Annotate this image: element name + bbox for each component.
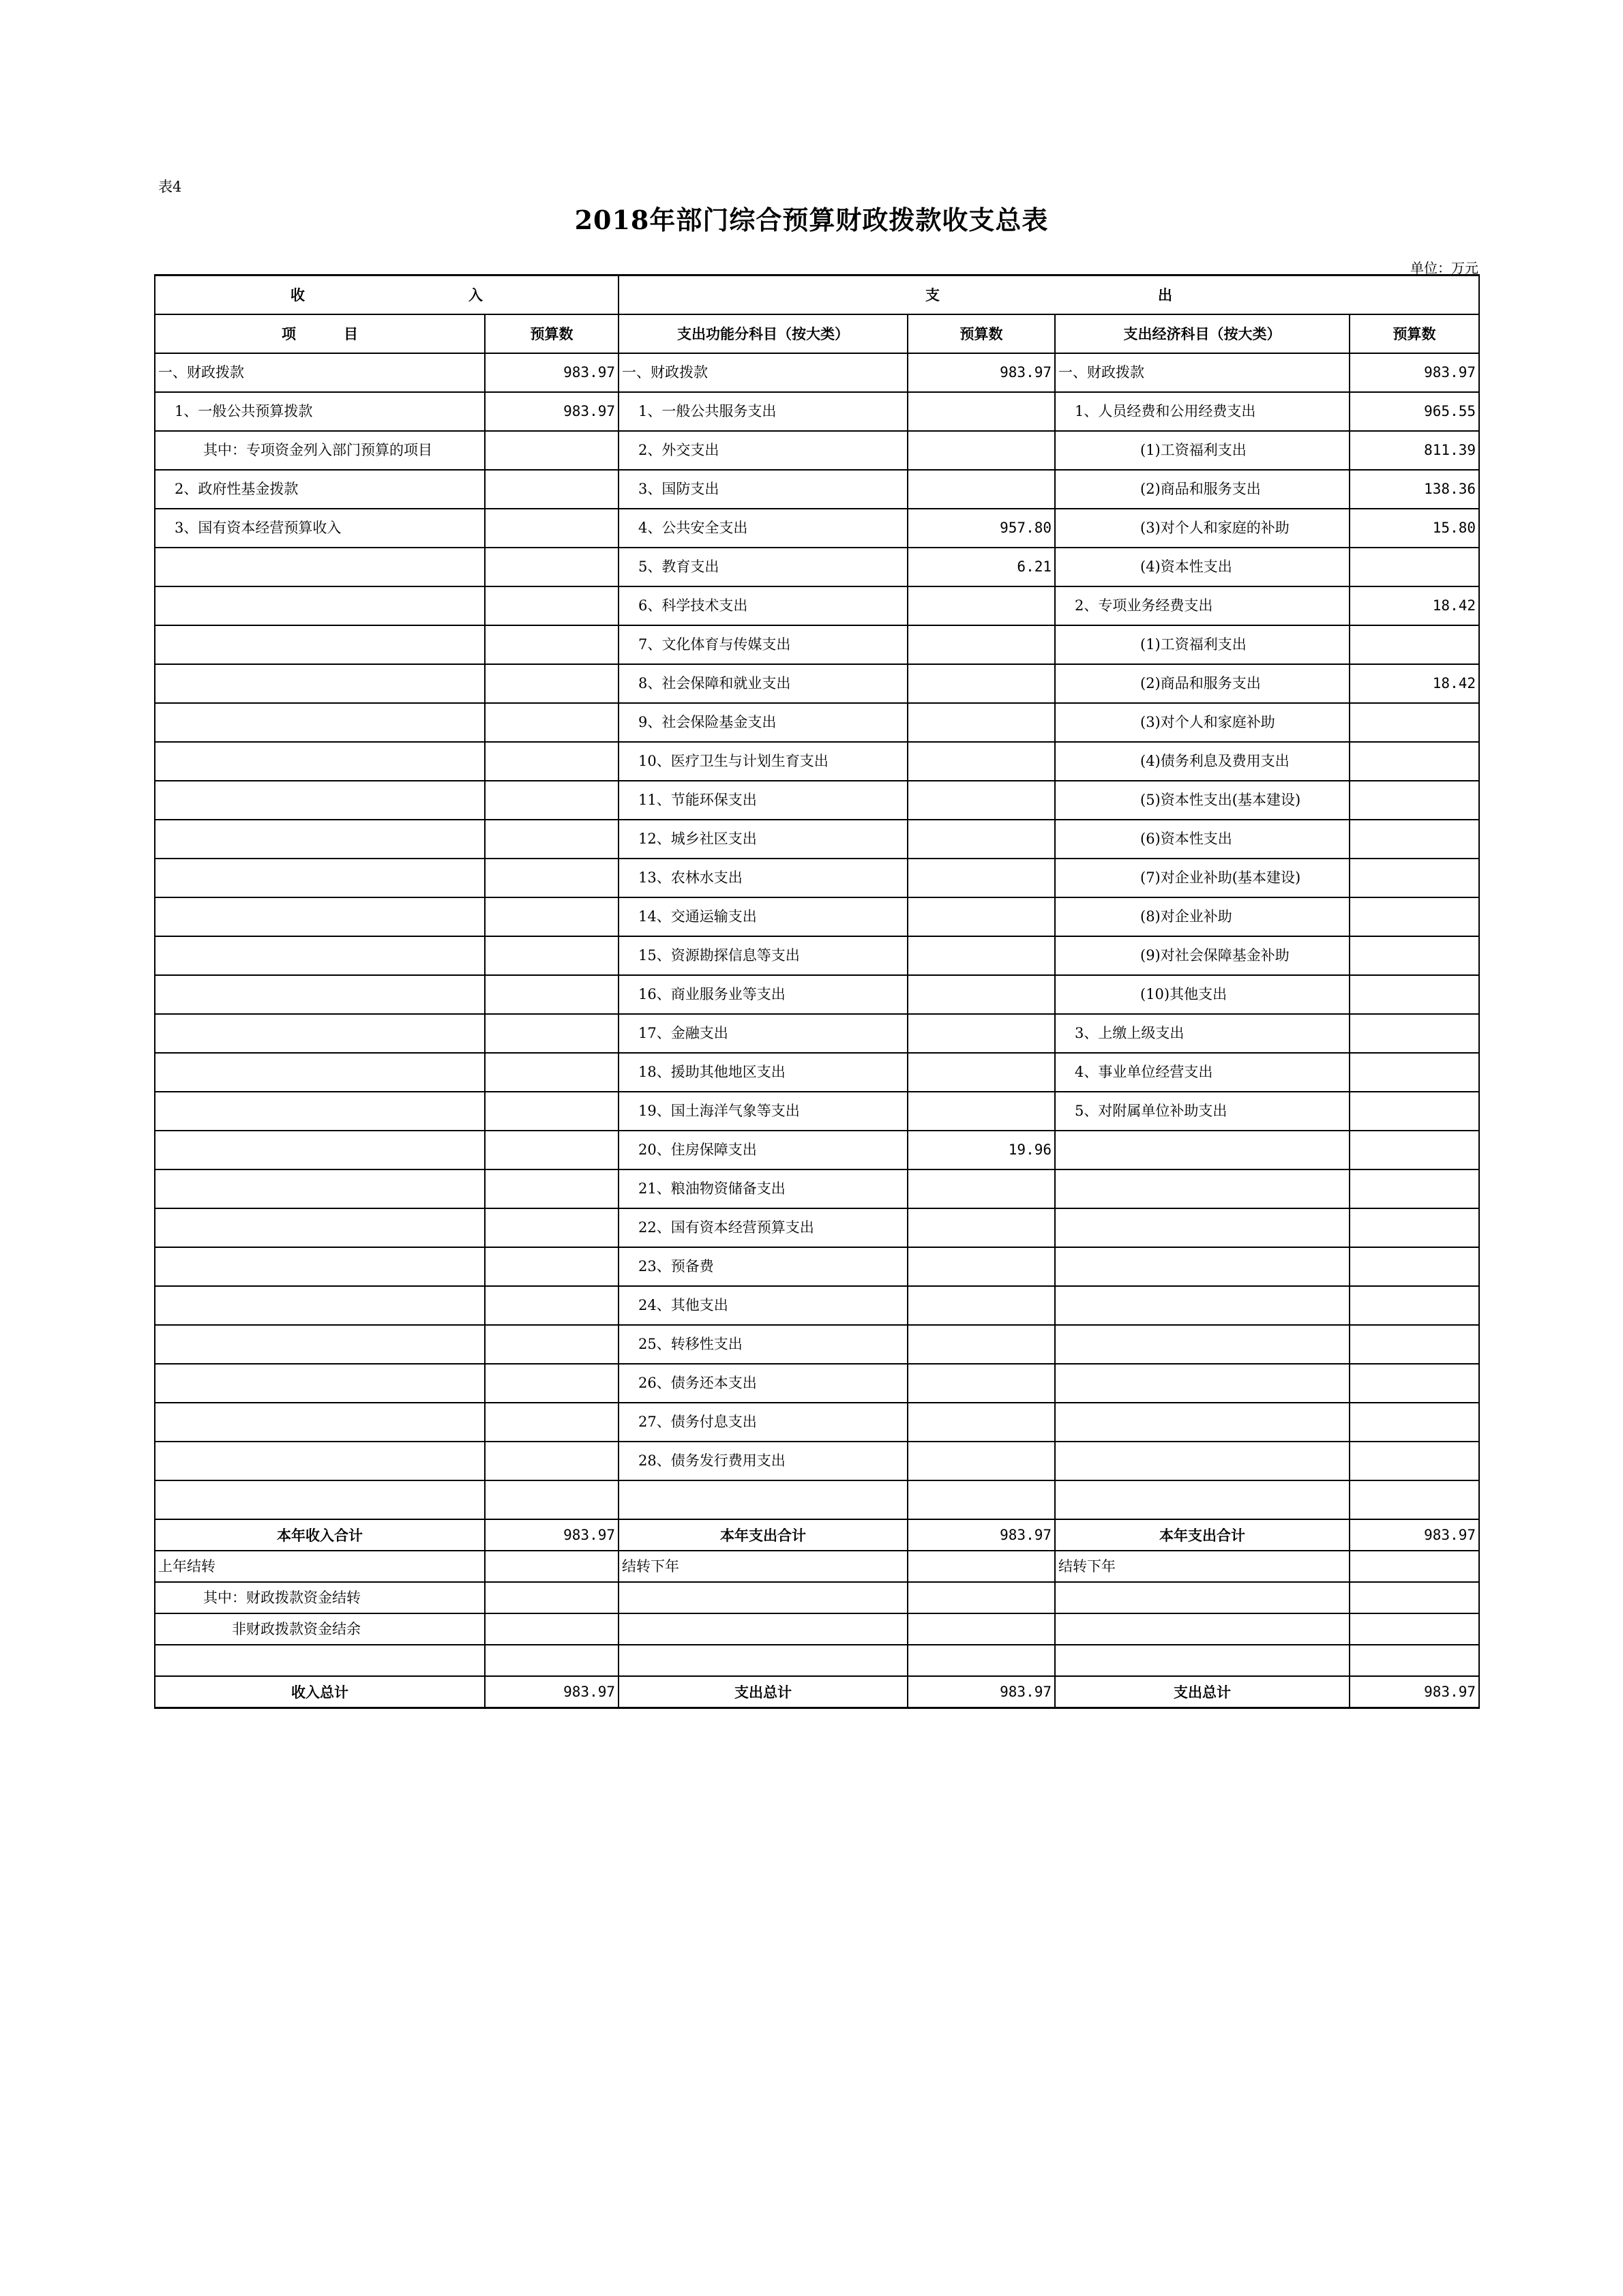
income-budget-cell <box>485 664 619 703</box>
econ-item-cell: 1、人员经费和公用经费支出 <box>1055 392 1350 431</box>
income-item-cell <box>155 1364 485 1403</box>
table-row <box>155 1247 1479 1286</box>
econ-item-cell: (10)其他支出 <box>1055 975 1350 1014</box>
carry-econ-value <box>1350 1582 1479 1613</box>
income-budget-cell <box>485 1053 619 1092</box>
income-item-cell <box>155 1325 485 1364</box>
table-row <box>155 1364 1479 1403</box>
func-item-cell: 5、教育支出 <box>619 548 908 586</box>
income-section-header <box>155 275 619 315</box>
econ-budget-cell: 811.39 <box>1350 431 1479 470</box>
func-item-cell: 25、转移性支出 <box>619 1325 908 1364</box>
carry-econ-value <box>1350 1613 1479 1645</box>
econ-item-cell: 4、事业单位经营支出 <box>1055 1053 1350 1092</box>
func-item-cell: 7、文化体育与传媒支出 <box>619 625 908 664</box>
func-item-cell: 19、国土海洋气象等支出 <box>619 1092 908 1131</box>
carry-func-cell <box>619 1645 908 1676</box>
income-budget-cell: 983.97 <box>485 353 619 392</box>
func-item-cell: 13、农林水支出 <box>619 859 908 897</box>
func-budget-cell <box>908 625 1055 664</box>
func-total-label: 支出总计 <box>619 1676 908 1708</box>
carry-income-cell: 上年结转 <box>155 1551 485 1582</box>
table-row <box>155 353 1479 392</box>
carry-econ-value <box>1350 1645 1479 1676</box>
econ-item-cell: (6)资本性支出 <box>1055 820 1350 859</box>
func-item-cell: 20、住房保障支出 <box>619 1131 908 1169</box>
econ-budget-cell: 15.80 <box>1350 509 1479 548</box>
income-budget-cell <box>485 703 619 742</box>
income-item-cell: 3、国有资本经营预算收入 <box>155 509 485 548</box>
table-row <box>155 1286 1479 1325</box>
carry-econ-cell: 结转下年 <box>1055 1551 1350 1582</box>
income-budget-cell <box>485 897 619 936</box>
table-row <box>155 509 1479 548</box>
income-header-char2: 入 <box>468 286 483 303</box>
econ-item-cell: (7)对企业补助(基本建设) <box>1055 859 1350 897</box>
econ-budget-cell: 18.42 <box>1350 664 1479 703</box>
func-item-cell: 27、债务付息支出 <box>619 1403 908 1442</box>
income-item-cell <box>155 664 485 703</box>
table-row <box>155 1442 1479 1480</box>
table-row <box>155 742 1479 781</box>
econ-item-cell <box>1055 1364 1350 1403</box>
expense-header-char2: 出 <box>1158 286 1172 303</box>
table-row <box>155 1092 1479 1131</box>
col-header-econ: 支出经济科目（按大类） <box>1055 314 1350 353</box>
econ-budget-cell <box>1350 1247 1479 1286</box>
income-item-cell <box>155 548 485 586</box>
func-item-cell <box>619 1480 908 1519</box>
income-budget-cell <box>485 820 619 859</box>
func-budget-cell <box>908 470 1055 509</box>
econ-budget-cell <box>1350 1480 1479 1519</box>
econ-item-cell <box>1055 1247 1350 1286</box>
header-row-columns <box>155 314 1479 353</box>
table-row <box>155 664 1479 703</box>
econ-item-cell <box>1055 1442 1350 1480</box>
econ-budget-cell <box>1350 1364 1479 1403</box>
income-item-cell: 1、一般公共预算拨款 <box>155 392 485 431</box>
func-sum-value: 983.97 <box>908 1519 1055 1551</box>
econ-item-cell <box>1055 1286 1350 1325</box>
econ-item-cell: 5、对附属单位补助支出 <box>1055 1092 1350 1131</box>
table-row <box>155 1325 1479 1364</box>
income-item-cell: 2、政府性基金拨款 <box>155 470 485 509</box>
func-item-cell: 23、预备费 <box>619 1247 908 1286</box>
header-row-sections <box>155 275 1479 315</box>
income-budget-cell <box>485 1286 619 1325</box>
col-header-func-budget: 预算数 <box>908 314 1055 353</box>
table-row <box>155 1014 1479 1053</box>
func-budget-cell <box>908 703 1055 742</box>
func-budget-cell <box>908 1247 1055 1286</box>
income-item-cell <box>155 625 485 664</box>
func-item-cell: 15、资源勘探信息等支出 <box>619 936 908 975</box>
func-budget-cell <box>908 936 1055 975</box>
col-header-func: 支出功能分科目（按大类） <box>619 314 908 353</box>
income-item-cell <box>155 936 485 975</box>
income-item-cell <box>155 1247 485 1286</box>
income-budget-cell <box>485 975 619 1014</box>
table-row <box>155 1480 1479 1519</box>
income-budget-cell <box>485 431 619 470</box>
econ-item-cell: 2、专项业务经费支出 <box>1055 586 1350 625</box>
income-budget-cell <box>485 586 619 625</box>
func-budget-cell <box>908 664 1055 703</box>
expense-header-char1: 支 <box>925 286 940 303</box>
income-item-cell <box>155 781 485 820</box>
func-budget-cell <box>908 975 1055 1014</box>
econ-item-cell: (4)资本性支出 <box>1055 548 1350 586</box>
econ-budget-cell <box>1350 1325 1479 1364</box>
income-item-cell <box>155 1403 485 1442</box>
col-item-char1: 项 <box>282 325 296 342</box>
income-budget-cell <box>485 1014 619 1053</box>
col-item-char2: 目 <box>344 325 358 342</box>
econ-item-cell: (1)工资福利支出 <box>1055 431 1350 470</box>
unit-label: 单位：万元 <box>1410 260 1478 276</box>
func-item-cell: 24、其他支出 <box>619 1286 908 1325</box>
income-budget-cell <box>485 1442 619 1480</box>
func-item-cell: 11、节能环保支出 <box>619 781 908 820</box>
func-item-cell: 21、粮油物资储备支出 <box>619 1169 908 1208</box>
table-row <box>155 392 1479 431</box>
econ-budget-cell <box>1350 781 1479 820</box>
econ-item-cell <box>1055 1131 1350 1169</box>
income-item-cell <box>155 897 485 936</box>
income-budget-cell <box>485 859 619 897</box>
econ-item-cell: (5)资本性支出(基本建设) <box>1055 781 1350 820</box>
col-header-econ-budget: 预算数 <box>1350 314 1479 353</box>
carry-income-cell: 非财政拨款资金结余 <box>155 1613 485 1645</box>
income-item-cell <box>155 1208 485 1247</box>
func-budget-cell: 19.96 <box>908 1131 1055 1169</box>
econ-budget-cell <box>1350 1208 1479 1247</box>
func-budget-cell <box>908 1014 1055 1053</box>
income-sum-label: 本年收入合计 <box>155 1519 485 1551</box>
func-item-cell: 2、外交支出 <box>619 431 908 470</box>
income-budget-cell <box>485 936 619 975</box>
table-row <box>155 781 1479 820</box>
expense-section-header <box>619 275 1479 315</box>
income-item-cell <box>155 1053 485 1092</box>
econ-budget-cell <box>1350 1403 1479 1442</box>
econ-budget-cell <box>1350 859 1479 897</box>
econ-item-cell: (2)商品和服务支出 <box>1055 470 1350 509</box>
econ-item-cell: (4)债务利息及费用支出 <box>1055 742 1350 781</box>
econ-budget-cell <box>1350 897 1479 936</box>
econ-item-cell: (8)对企业补助 <box>1055 897 1350 936</box>
func-budget-cell <box>908 1480 1055 1519</box>
income-budget-cell <box>485 742 619 781</box>
econ-item-cell: (9)对社会保障基金补助 <box>1055 936 1350 975</box>
income-budget-cell <box>485 1480 619 1519</box>
econ-item-cell: (1)工资福利支出 <box>1055 625 1350 664</box>
table-row <box>155 1169 1479 1208</box>
income-item-cell <box>155 1169 485 1208</box>
table-row <box>155 1053 1479 1092</box>
table-row <box>155 703 1479 742</box>
carry-func-value <box>908 1645 1055 1676</box>
func-item-cell: 9、社会保险基金支出 <box>619 703 908 742</box>
func-budget-cell <box>908 1053 1055 1092</box>
income-total-value: 983.97 <box>485 1676 619 1708</box>
table-row <box>155 1131 1479 1169</box>
table-number: 表4 <box>158 179 182 195</box>
func-budget-cell <box>908 1092 1055 1131</box>
econ-item-cell <box>1055 1169 1350 1208</box>
func-budget-cell <box>908 742 1055 781</box>
table-row <box>155 859 1479 897</box>
income-header-char1: 收 <box>291 286 305 303</box>
income-item-cell <box>155 820 485 859</box>
income-sum-value: 983.97 <box>485 1519 619 1551</box>
func-budget-cell <box>908 1208 1055 1247</box>
func-budget-cell <box>908 1364 1055 1403</box>
econ-budget-cell <box>1350 742 1479 781</box>
page-title: 2018年部门综合预算财政拨款收支总表 <box>574 205 1049 235</box>
econ-total-label: 支出总计 <box>1055 1676 1350 1708</box>
func-item-cell: 14、交通运输支出 <box>619 897 908 936</box>
econ-budget-cell <box>1350 625 1479 664</box>
col-header-income-budget: 预算数 <box>485 314 619 353</box>
income-budget-cell <box>485 1364 619 1403</box>
annual-sum-row <box>155 1519 1479 1551</box>
carry-row <box>155 1645 1479 1676</box>
income-budget-cell <box>485 1092 619 1131</box>
econ-budget-cell <box>1350 1169 1479 1208</box>
income-item-cell <box>155 859 485 897</box>
table-row <box>155 897 1479 936</box>
carry-income-cell <box>155 1645 485 1676</box>
econ-item-cell: (3)对个人和家庭补助 <box>1055 703 1350 742</box>
func-item-cell: 6、科学技术支出 <box>619 586 908 625</box>
income-budget-cell <box>485 1131 619 1169</box>
func-budget-cell <box>908 1403 1055 1442</box>
econ-item-cell <box>1055 1480 1350 1519</box>
func-budget-cell <box>908 1286 1055 1325</box>
func-budget-cell <box>908 431 1055 470</box>
func-budget-cell <box>908 1325 1055 1364</box>
econ-budget-cell: 18.42 <box>1350 586 1479 625</box>
budget-table <box>154 274 1480 1709</box>
func-budget-cell <box>908 820 1055 859</box>
econ-budget-cell: 965.55 <box>1350 392 1479 431</box>
income-budget-cell <box>485 1247 619 1286</box>
income-item-cell <box>155 1286 485 1325</box>
table-row <box>155 820 1479 859</box>
econ-item-cell: 3、上缴上级支出 <box>1055 1014 1350 1053</box>
income-budget-cell <box>485 548 619 586</box>
carry-func-value <box>908 1613 1055 1645</box>
income-budget-cell <box>485 509 619 548</box>
func-item-cell: 22、国有资本经营预算支出 <box>619 1208 908 1247</box>
income-item-cell <box>155 1131 485 1169</box>
income-item-cell <box>155 975 485 1014</box>
econ-budget-cell <box>1350 1286 1479 1325</box>
table-row <box>155 470 1479 509</box>
func-item-cell: 18、援助其他地区支出 <box>619 1053 908 1092</box>
income-item-cell: 一、财政拨款 <box>155 353 485 392</box>
table-row <box>155 625 1479 664</box>
income-item-cell <box>155 586 485 625</box>
income-item-cell <box>155 1480 485 1519</box>
econ-item-cell: (3)对个人和家庭的补助 <box>1055 509 1350 548</box>
carry-income-value <box>485 1551 619 1582</box>
table-row <box>155 1403 1479 1442</box>
econ-budget-cell <box>1350 975 1479 1014</box>
econ-sum-value: 983.97 <box>1350 1519 1479 1551</box>
econ-item-cell: 一、财政拨款 <box>1055 353 1350 392</box>
func-sum-label: 本年支出合计 <box>619 1519 908 1551</box>
econ-budget-cell <box>1350 1014 1479 1053</box>
income-item-cell <box>155 1092 485 1131</box>
func-item-cell: 28、债务发行费用支出 <box>619 1442 908 1480</box>
income-budget-cell <box>485 781 619 820</box>
func-item-cell: 26、债务还本支出 <box>619 1364 908 1403</box>
carry-income-value <box>485 1613 619 1645</box>
table-row <box>155 1208 1479 1247</box>
carry-row <box>155 1613 1479 1645</box>
grand-total-row <box>155 1676 1479 1708</box>
income-item-cell <box>155 1014 485 1053</box>
func-budget-cell: 957.80 <box>908 509 1055 548</box>
carry-row <box>155 1582 1479 1613</box>
econ-budget-cell <box>1350 1053 1479 1092</box>
func-item-cell: 4、公共安全支出 <box>619 509 908 548</box>
func-budget-cell <box>908 392 1055 431</box>
income-budget-cell <box>485 1403 619 1442</box>
econ-item-cell: (2)商品和服务支出 <box>1055 664 1350 703</box>
func-budget-cell <box>908 1442 1055 1480</box>
carry-func-value <box>908 1582 1055 1613</box>
econ-budget-cell <box>1350 1442 1479 1480</box>
func-budget-cell <box>908 897 1055 936</box>
income-budget-cell <box>485 1325 619 1364</box>
income-budget-cell <box>485 1169 619 1208</box>
func-budget-cell: 6.21 <box>908 548 1055 586</box>
func-budget-cell <box>908 586 1055 625</box>
econ-budget-cell <box>1350 1092 1479 1131</box>
func-item-cell: 一、财政拨款 <box>619 353 908 392</box>
table-row <box>155 975 1479 1014</box>
econ-sum-label: 本年支出合计 <box>1055 1519 1350 1551</box>
func-item-cell: 16、商业服务业等支出 <box>619 975 908 1014</box>
econ-budget-cell <box>1350 703 1479 742</box>
econ-budget-cell <box>1350 1131 1479 1169</box>
func-budget-cell <box>908 859 1055 897</box>
carry-func-cell: 结转下年 <box>619 1551 908 1582</box>
econ-item-cell <box>1055 1208 1350 1247</box>
carry-income-cell: 其中：财政拨款资金结转 <box>155 1582 485 1613</box>
carry-econ-value <box>1350 1551 1479 1582</box>
carry-econ-cell <box>1055 1645 1350 1676</box>
econ-budget-cell: 983.97 <box>1350 353 1479 392</box>
func-item-cell: 8、社会保障和就业支出 <box>619 664 908 703</box>
income-budget-cell <box>485 470 619 509</box>
func-item-cell: 3、国防支出 <box>619 470 908 509</box>
func-budget-cell: 983.97 <box>908 353 1055 392</box>
func-item-cell: 1、一般公共服务支出 <box>619 392 908 431</box>
econ-budget-cell: 138.36 <box>1350 470 1479 509</box>
func-budget-cell <box>908 781 1055 820</box>
col-header-item <box>155 314 485 353</box>
func-budget-cell <box>908 1169 1055 1208</box>
income-total-label: 收入总计 <box>155 1676 485 1708</box>
carry-func-cell <box>619 1613 908 1645</box>
carry-income-value <box>485 1645 619 1676</box>
carry-econ-cell <box>1055 1613 1350 1645</box>
income-item-cell <box>155 1442 485 1480</box>
income-budget-cell: 983.97 <box>485 392 619 431</box>
income-item-cell <box>155 703 485 742</box>
carry-econ-cell <box>1055 1582 1350 1613</box>
econ-budget-cell <box>1350 936 1479 975</box>
func-item-cell: 12、城乡社区支出 <box>619 820 908 859</box>
carry-row <box>155 1551 1479 1582</box>
income-budget-cell <box>485 1208 619 1247</box>
table-row <box>155 586 1479 625</box>
table-row <box>155 936 1479 975</box>
econ-total-value: 983.97 <box>1350 1676 1479 1708</box>
econ-budget-cell <box>1350 820 1479 859</box>
func-item-cell: 10、医疗卫生与计划生育支出 <box>619 742 908 781</box>
carry-func-value <box>908 1551 1055 1582</box>
econ-item-cell <box>1055 1403 1350 1442</box>
func-total-value: 983.97 <box>908 1676 1055 1708</box>
table-row <box>155 548 1479 586</box>
econ-budget-cell <box>1350 548 1479 586</box>
income-item-cell <box>155 742 485 781</box>
func-item-cell: 17、金融支出 <box>619 1014 908 1053</box>
carry-income-value <box>485 1582 619 1613</box>
econ-item-cell <box>1055 1325 1350 1364</box>
income-budget-cell <box>485 625 619 664</box>
table-row <box>155 431 1479 470</box>
carry-func-cell <box>619 1582 908 1613</box>
income-item-cell: 其中：专项资金列入部门预算的项目 <box>155 431 485 470</box>
